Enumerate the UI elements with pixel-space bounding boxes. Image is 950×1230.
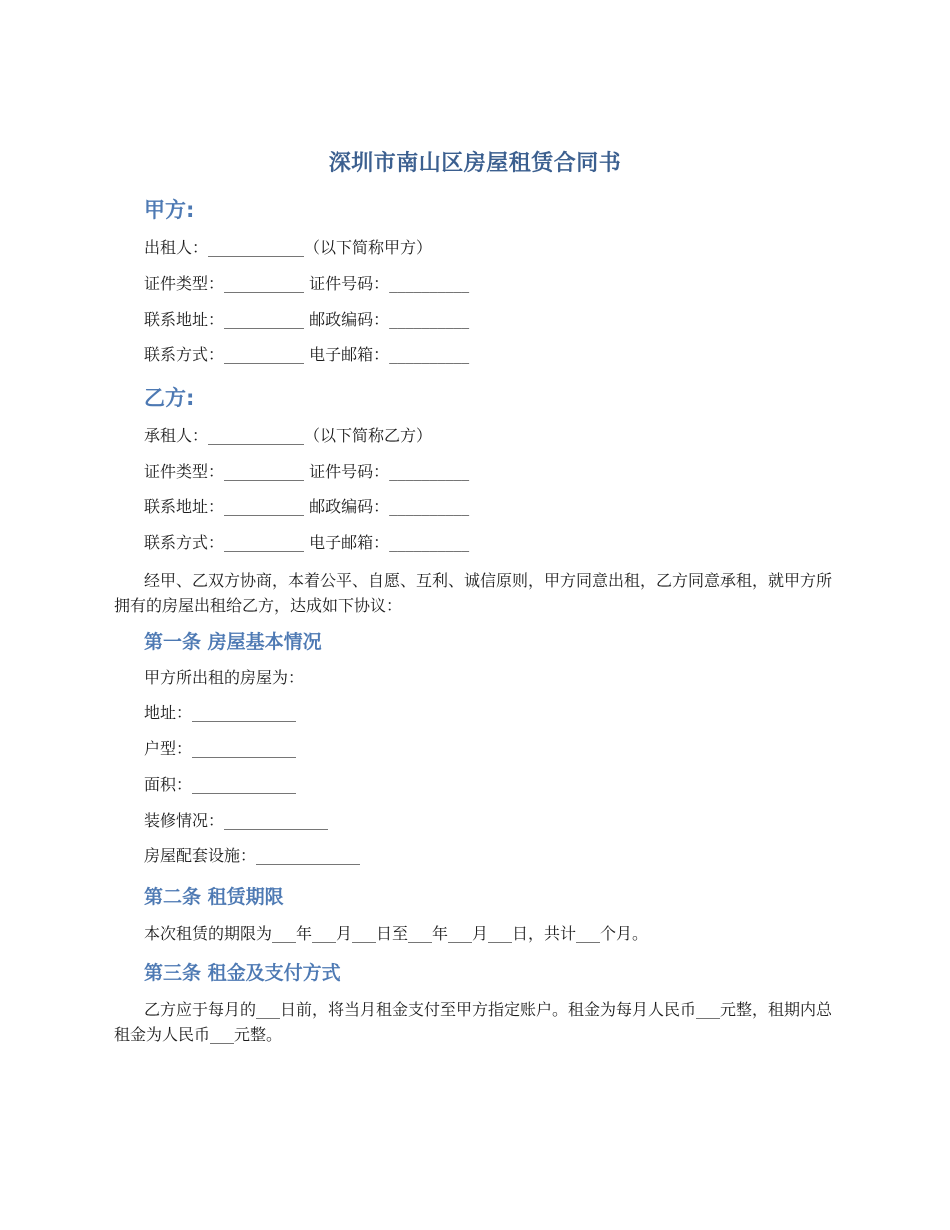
party-a-heading: 甲方: — [144, 198, 195, 222]
decoration-line: 装修情况：_____________ — [144, 811, 329, 830]
party-b-heading: 乙方: — [144, 386, 195, 410]
party-b-contact-line: 联系方式：__________ 电子邮箱：__________ — [144, 533, 470, 552]
article-3-heading: 第三条 租金及支付方式 — [144, 962, 341, 984]
party-b-lessee-line: 承租人：____________（以下简称乙方） — [144, 426, 433, 445]
facilities-line: 房屋配套设施：_____________ — [144, 846, 361, 865]
layout-line: 户型：_____________ — [144, 739, 297, 758]
article-2-paragraph: 本次租赁的期限为___年___月___日至___年___月___日，共计___个月。 — [144, 924, 649, 943]
area-line: 面积：_____________ — [144, 775, 297, 794]
party-b-id-line: 证件类型：__________ 证件号码：__________ — [144, 462, 470, 481]
intro-paragraph: 经甲、乙双方协商，本着公平、自愿、互利、诚信原则，甲方同意出租，乙方同意承租，就甲方所拥有的房屋出租给乙方，达成如下协议： — [114, 571, 833, 615]
article-1-line: 甲方所出租的房屋为： — [144, 668, 305, 687]
party-a-address-line: 联系地址：__________ 邮政编码：__________ — [144, 310, 470, 329]
document-title: 深圳市南山区房屋租赁合同书 — [328, 151, 622, 176]
article-1-heading: 第一条 房屋基本情况 — [144, 631, 322, 653]
address-line: 地址：_____________ — [144, 703, 297, 722]
party-a-lessor-line: 出租人：____________（以下简称甲方） — [144, 238, 433, 257]
party-a-id-line: 证件类型：__________ 证件号码：__________ — [144, 274, 470, 293]
article-2-heading: 第二条 租赁期限 — [144, 886, 284, 908]
article-3-paragraph: 乙方应于每月的___日前，将当月租金支付至甲方指定账户。租金为每月人民币___元整，租期内总租金为人民币___元整。 — [114, 1000, 833, 1044]
party-b-address-line: 联系地址：__________ 邮政编码：__________ — [144, 497, 470, 516]
party-a-contact-line: 联系方式：__________ 电子邮箱：__________ — [144, 345, 470, 364]
